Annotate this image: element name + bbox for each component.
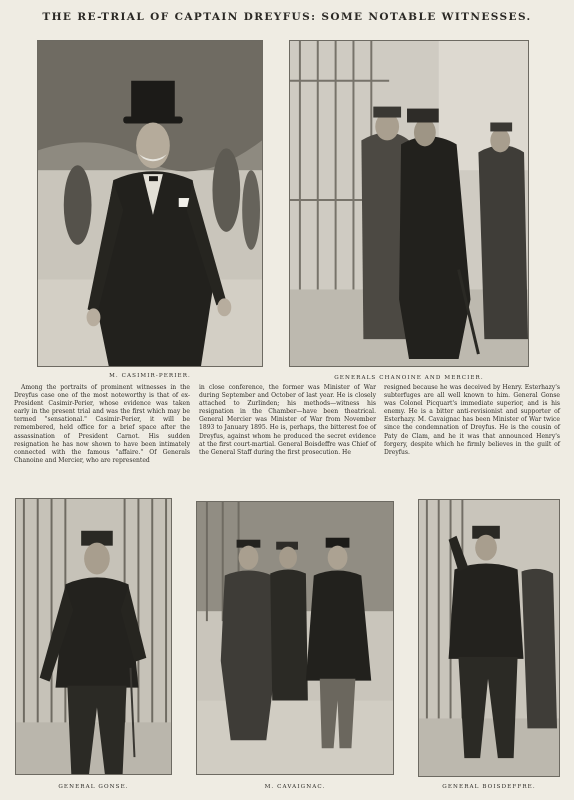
- caption-cavaignac: M. CAVAIGNAC.: [264, 784, 326, 790]
- photo-cavaignac: [196, 501, 394, 775]
- article-paragraph: resigned because he was deceived by Henry. Esterhazy's subterfuges are all well known to him. General Gonse was Colonel Picquart's immediate superior, and is his enemy. He is a bitter anti-revisionist and supporter of Esterhazy. M. Cavaignac has been Minister of War twice since the condemnation of Dreyfus. He is the cousin of Paty de Clam, and he it was that announced Henry's forgery, despite which he firmly believes in the guilt of Dreyfus.: [384, 384, 560, 456]
- portrait-figure: [16, 499, 171, 774]
- portrait-figure: [197, 502, 393, 774]
- photo-chanoine-mercier: [289, 40, 529, 367]
- article-column-3: [384, 384, 560, 457]
- caption-chanoine-mercier: GENERALS CHANOINE AND MERCIER.: [334, 375, 484, 381]
- article-column-1: [14, 384, 190, 465]
- article-paragraph: in close conference, the former was Minister of War during September and October of last year. He is closely attached to Zurlinden; his methods—witness his resignation in the Chamber—have been theatrical. General Mercier was Minister of War from November 1893 to January 1895. He is, perhaps, the bitterest foe of Dreyfus, against whom he produced the secret evidence at the first court-martial. General Boisdeffre was Chief of the General Staff during the first prosecution. He: [199, 384, 376, 456]
- photo-casimir-perier: [37, 40, 263, 367]
- caption-general-boisdeffre: GENERAL BOISDEFFRE.: [442, 784, 536, 790]
- portrait-figure: [419, 500, 559, 776]
- page-header: THE RE-TRIAL OF CAPTAIN DREYFUS: SOME NOTABLE WITNESSES.: [42, 11, 532, 23]
- photo-general-gonse: [15, 498, 172, 775]
- caption-casimir-perier: M. CASIMIR-PERIER.: [109, 373, 191, 379]
- article-paragraph: Among the portraits of prominent witnesses in the Dreyfus case one of the most noteworthy is that of ex-President Casimir-Perier, whose evidence was taken early in the present trial and was the first which may be termed "sensational." Casimir-Perier, it will be remembered, held office for a brief space after the assassination of President Carnot. His sudden resignation he has now shown to have been intimately connected with the famous "affaire." Of Generals Chanoine and Mercier, who are represented: [14, 384, 190, 464]
- photo-general-boisdeffre: [418, 499, 560, 777]
- portrait-figure: [290, 41, 528, 366]
- article-column-2: [199, 384, 376, 457]
- caption-general-gonse: GENERAL GONSE.: [58, 784, 129, 790]
- portrait-figure: [38, 41, 262, 366]
